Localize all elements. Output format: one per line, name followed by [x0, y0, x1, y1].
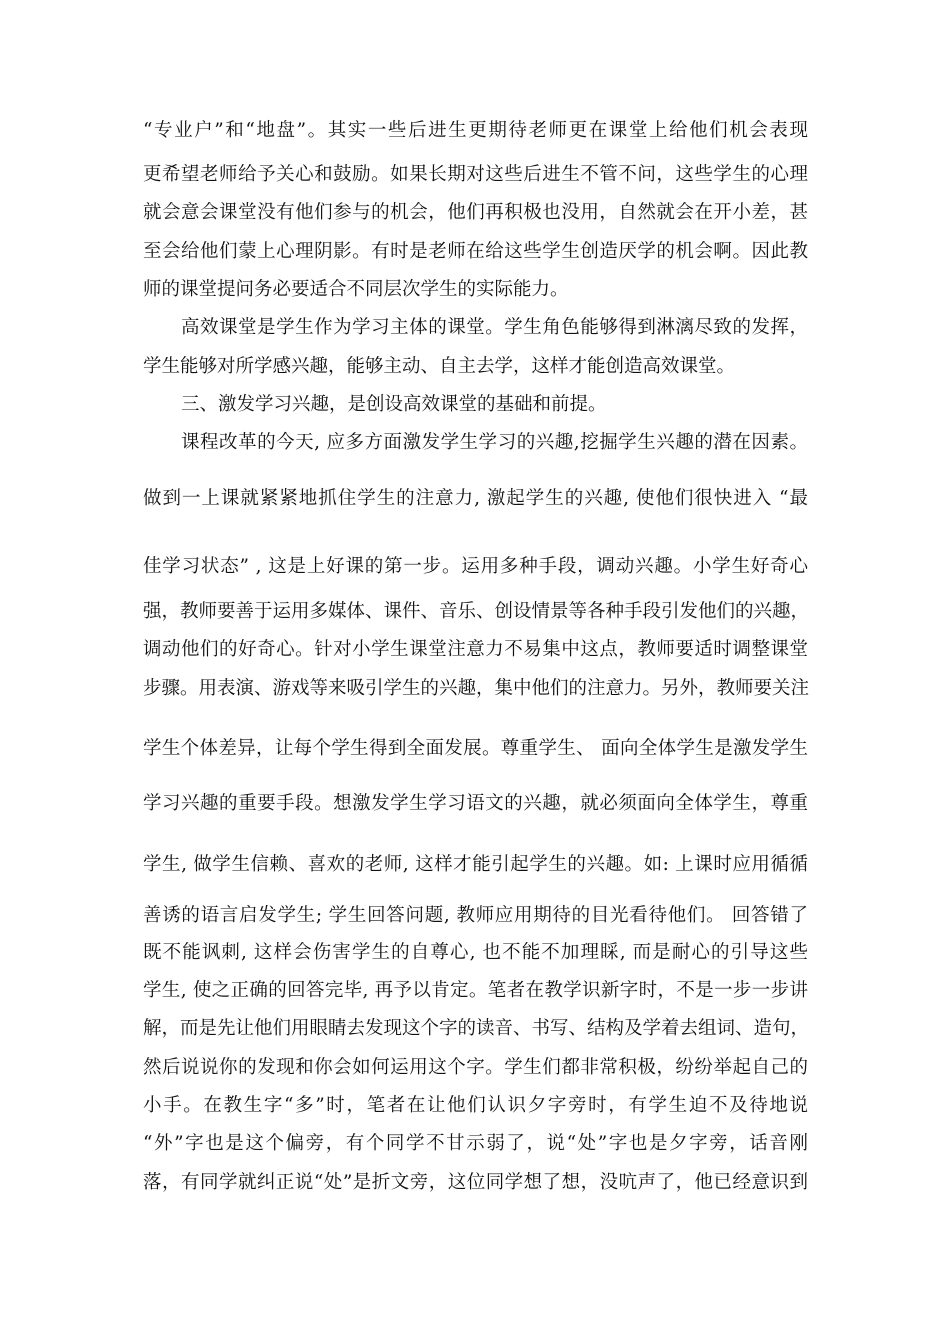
text-line: 学生, 做学生信赖、喜欢的老师, 这样才能引起学生的兴趣。如: 上课时应用循循 — [143, 854, 808, 875]
text-line: 步骤。用表演、游戏等来吸引学生的兴趣，集中他们的注意力。另外，教师要关注 — [143, 678, 810, 699]
text-line: 落，有同学就纠正说“处”是折文旁，这位同学想了想，没吭声了，他已经意识到 — [143, 1172, 808, 1193]
text-line: 调动他们的好奇心。针对小学生课堂注意力不易集中这点，教师要适时调整课堂 — [143, 639, 808, 660]
text-line: 学生, 使之正确的回答完毕, 再予以肯定。笔者在教学识新字时，不是一步一步讲 — [143, 980, 808, 1001]
text-line: 学习兴趣的重要手段。想激发学生学习语文的兴趣，就必须面向全体学生，尊重 — [143, 793, 808, 814]
text-line: 小手。在教生字“多”时，笔者在让他们认识夕字旁时，有学生迫不及待地说 — [143, 1095, 808, 1116]
text-line: 更希望老师给予关心和鼓励。如果长期对这些后进生不管不问，这些学生的心理 — [143, 164, 808, 185]
paragraph-start-line: 高效课堂是学生作为学习主体的课堂。学生角色能够得到淋漓尽致的发挥， — [181, 317, 808, 338]
text-line: 师的课堂提问务必要适合不同层次学生的实际能力。 — [143, 279, 569, 300]
text-line: 既不能讽刺, 这样会伤害学生的自尊心, 也不能不加理睬, 而是耐心的引导这些 — [143, 942, 808, 963]
text-line: 佳学习状态” , 这是上好课的第一步。运用多种手段，调动兴趣。小学生好奇心 — [143, 556, 808, 577]
text-line: 学生能够对所学感兴趣，能够主动、自主去学，这样才能创造高效课堂。 — [143, 356, 736, 377]
section-heading: 三、激发学习兴趣，是创设高效课堂的基础和前提。 — [181, 394, 607, 415]
text-line: 解，而是先让他们用眼睛去发现这个字的读音、书写、结构及学着去组词、造句， — [143, 1018, 810, 1039]
text-line: 强，教师要善于运用多媒体、课件、音乐、创设情景等各种手段引发他们的兴趣， — [143, 601, 810, 622]
text-line: 学生个体差异，让每个学生得到全面发展。尊重学生、 面向全体学生是激发学生 — [143, 738, 808, 759]
text-line: 善诱的语言启发学生; 学生回答问题, 教师应用期待的目光看待他们。 回答错了 — [143, 905, 808, 926]
text-line: 就会意会课堂没有他们参与的机会，他们再积极也没用，自然就会在开小差，甚 — [143, 202, 808, 223]
text-line: 做到一上课就紧紧地抓住学生的注意力, 激起学生的兴趣, 使他们很快进入 “最 — [143, 488, 808, 509]
text-line: “外”字也是这个偏旁，有个同学不甘示弱了，说“处”字也是夕字旁，话音刚 — [143, 1133, 808, 1154]
paragraph-start-line: 课程改革的今天, 应多方面激发学生学习的兴趣,挖掘学生兴趣的潜在因素。 — [181, 432, 808, 453]
text-line: “专业户”和“地盘”。其实一些后进生更期待老师更在课堂上给他们机会表现 — [143, 120, 808, 141]
text-line: 至会给他们蒙上心理阴影。有时是老师在给这些学生创造厌学的机会啊。因此教 — [143, 241, 808, 262]
text-line: 然后说说你的发现和你会如何运用这个字。学生们都非常积极，纷纷举起自己的 — [143, 1057, 808, 1078]
